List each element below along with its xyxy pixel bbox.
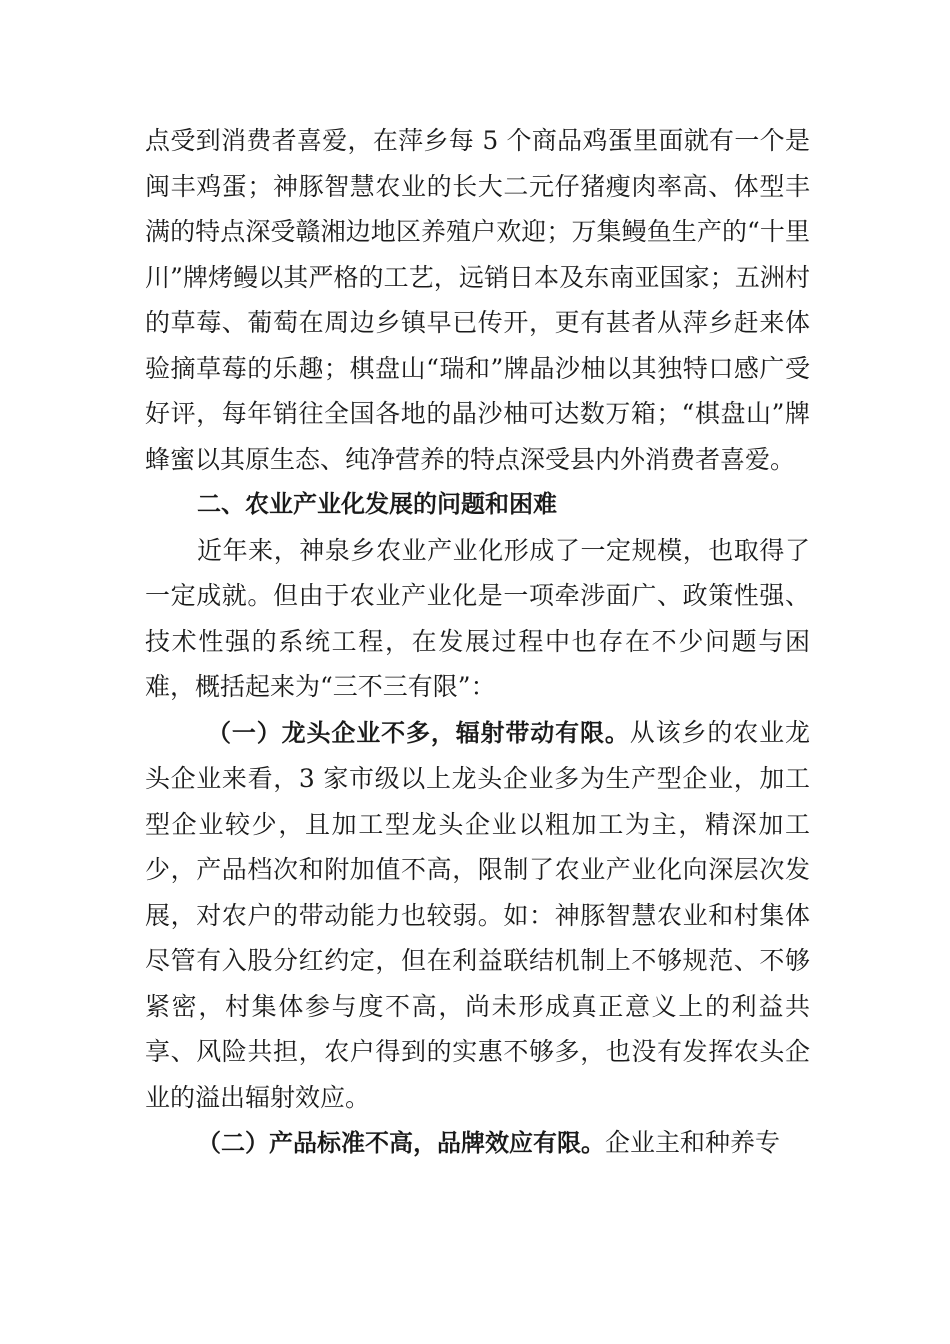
paragraph-intro: 近年来，神泉乡农业产业化形成了一定规模，也取得了一定成就。但由于农业产业化是一项牵涉面广、政策性强、技术性强的系统工程，在发展过程中也存在不少问题与困难，概括起来为“三不三有限”： xyxy=(145,535,810,701)
paragraph-subsection-2 xyxy=(145,1120,810,1167)
document-body xyxy=(145,118,810,1167)
subsection-1-lead: （一）龙头企业不多，辐射带动有限。 xyxy=(207,718,630,747)
subsection-2-lead: （二）产品标准不高，品牌效应有限。 xyxy=(197,1129,605,1157)
section-heading: 二、农业产业化发展的问题和困难 xyxy=(197,490,557,518)
subsection-1-text: 从该乡的农业龙头企业来看，3 家市级以上龙头企业多为生产型企业，加工型企业较少，且加工型龙头企业以粗加工为主，精深加工少，产品档次和附加值不高，限制了农业产业化向深层次发展，对农户的带动能力也较弱。如：神豚智慧农业和村集体尽管有入股分红约定，但在利益联结机制上不够规范、不够紧密，村集体参与度不高，尚未形成真正意义上的利益共享、风险共担，农户得到的实惠不够多，也没有发挥农头企业的溢出辐射效应。 xyxy=(145,717,810,1112)
subsection-2-text: 企业主和种养专 xyxy=(605,1128,781,1157)
paragraph-subsection-1 xyxy=(145,710,810,1121)
paragraph-continued: 点受到消费者喜爱，在萍乡每 5 个商品鸡蛋里面就有一个是闽丰鸡蛋；神豚智慧农业的长大二元仔猪瘦肉率高、体型丰满的特点深受赣湘边地区养殖户欢迎；万集鳗鱼生产的“十里川”牌烤鳗以其严格的工艺，远销日本及东南亚国家；五洲村的草莓、葡萄在周边乡镇早已传开，更有甚者从萍乡赶来体验摘草莓的乐趣；棋盘山“瑞和”牌晶沙柚以其独特口感广受好评，每年销往全国各地的晶沙柚可达数万箱；“棋盘山”牌蜂蜜以其原生态、纯净营养的特点深受县内外消费者喜爱。 xyxy=(145,126,810,474)
